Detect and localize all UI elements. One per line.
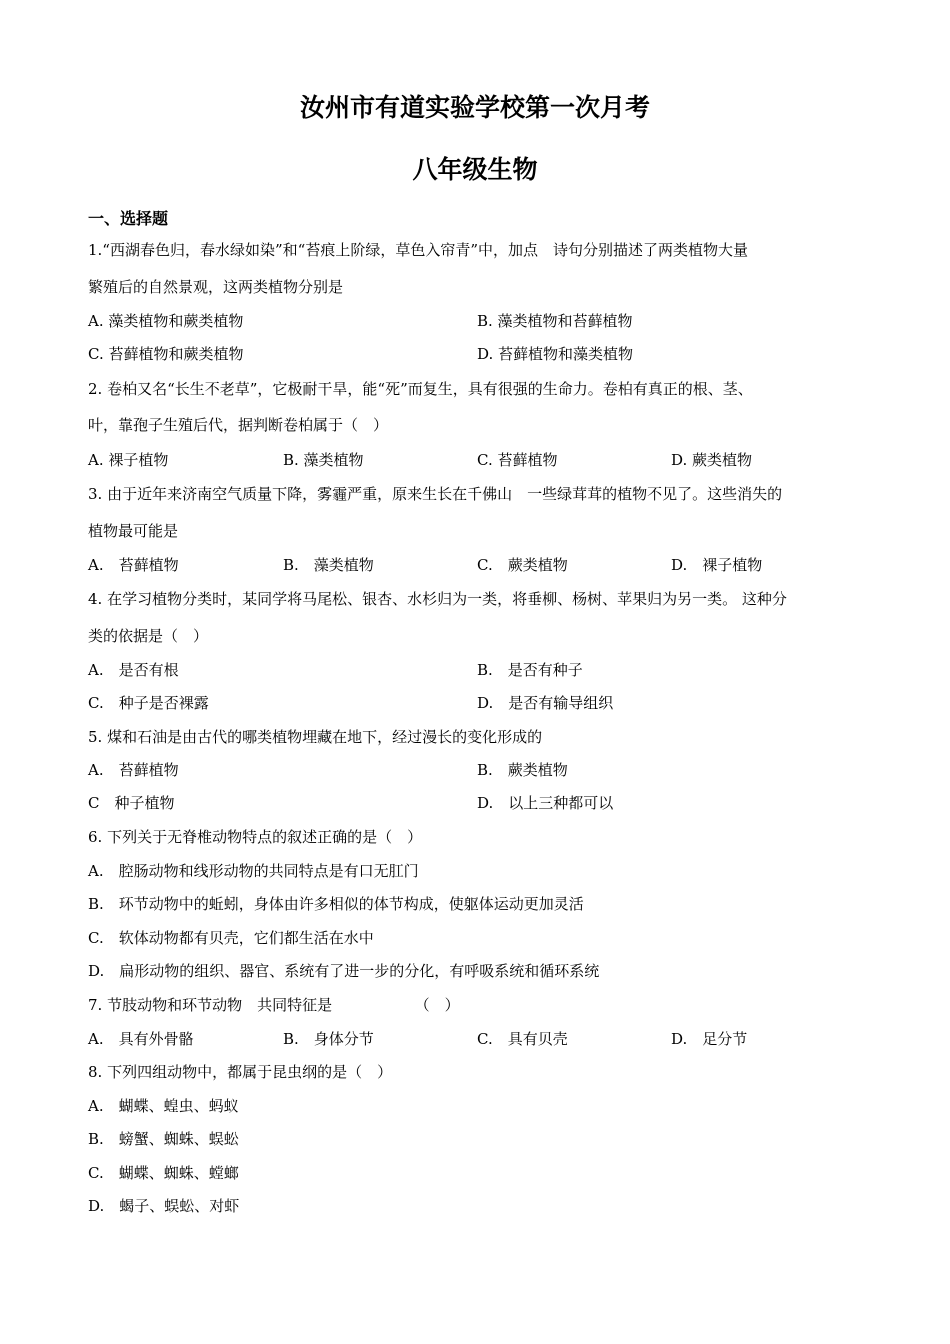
question-4-option-b: B. 是否有种子	[477, 661, 583, 679]
question-5-option-a: A. 苔藓植物	[88, 761, 179, 779]
question-5-option-c: C 种子植物	[88, 794, 175, 812]
question-2-line-2: 叶，靠孢子生殖后代，据判断卷柏属于（ ）	[88, 416, 389, 434]
question-8-option-d: D. 蝎子、蜈蚣、对虾	[88, 1197, 240, 1215]
question-4-line-1: 4. 在学习植物分类时，某同学将马尾松、银杏、水杉归为一类，将垂柳、杨树、苹果归为另一类。 这种分	[88, 590, 787, 608]
question-2-line-1: 2. 卷柏又名“长生不老草”，它极耐干旱，能“死”而复生，具有很强的生命力。卷柏有真正的根、茎、	[88, 380, 753, 398]
question-7-line-1: 7. 节肢动物和环节动物 共同特征是 （ ）	[88, 996, 460, 1014]
question-6-option-d: D. 扁形动物的组织、器官、系统有了进一步的分化，有呼吸系统和循环系统	[88, 962, 600, 980]
question-1-option-c: C. 苔藓植物和蕨类植物	[88, 345, 244, 363]
question-1-option-a: A. 藻类植物和蕨类植物	[88, 312, 244, 330]
question-8-option-b: B. 螃蟹、蜘蛛、蜈蚣	[88, 1130, 239, 1148]
question-6-option-b: B. 环节动物中的蚯蚓，身体由许多相似的体节构成，使躯体运动更加灵活	[88, 895, 584, 913]
question-5-option-b: B. 蕨类植物	[477, 761, 568, 779]
page-subtitle: 八年级生物	[412, 155, 538, 184]
question-3-line-1: 3. 由于近年来济南空气质量下降，雾霾严重，原来生长在千佛山 一些绿茸茸的植物不见了。这些消失的	[88, 485, 783, 503]
question-2-option-c: C. 苔藓植物	[477, 451, 558, 469]
question-6-line-1: 6. 下列关于无脊椎动物特点的叙述正确的是（ ）	[88, 828, 423, 846]
question-3-option-c: C. 蕨类植物	[477, 556, 568, 574]
question-3-option-b: B. 藻类植物	[283, 556, 374, 574]
question-1-option-b: B. 藻类植物和苔藓植物	[477, 312, 633, 330]
question-1-option-d: D. 苔藓植物和藻类植物	[477, 345, 634, 363]
question-1-line-2: 繁殖后的自然景观，这两类植物分别是	[88, 278, 344, 296]
question-8-option-c: C. 蝴蝶、蜘蛛、螳螂	[88, 1164, 239, 1182]
question-3-line-2: 植物最可能是	[88, 522, 179, 540]
question-4-option-d: D. 是否有输导组织	[477, 694, 614, 712]
question-8-option-a: A. 蝴蝶、蝗虫、蚂蚁	[88, 1097, 239, 1115]
question-2-option-b: B. 藻类植物	[283, 451, 364, 469]
question-7-option-d: D. 足分节	[671, 1030, 748, 1048]
question-8-line-1: 8. 下列四组动物中，都属于昆虫纲的是（ ）	[88, 1063, 393, 1081]
question-1-line-1: 1.“西湖春色归，春水绿如染”和“苔痕上阶绿，草色入帘青”中，加点 诗句分别描述了两类植物大量	[88, 241, 748, 259]
section-heading: 一、选择题	[88, 209, 169, 228]
question-5-option-d: D. 以上三种都可以	[477, 794, 614, 812]
question-3-option-a: A. 苔藓植物	[88, 556, 179, 574]
question-7-option-a: A. 具有外骨骼	[88, 1030, 194, 1048]
question-6-option-a: A. 腔肠动物和线形动物的共同特点是有口无肛门	[88, 862, 419, 880]
question-5-line-1: 5. 煤和石油是由古代的哪类植物埋藏在地下，经过漫长的变化形成的	[88, 728, 543, 746]
question-3-option-d: D. 裸子植物	[671, 556, 763, 574]
question-2-option-d: D. 蕨类植物	[671, 451, 753, 469]
question-7-option-c: C. 具有贝壳	[477, 1030, 568, 1048]
question-4-option-a: A. 是否有根	[88, 661, 179, 679]
question-4-line-2: 类的依据是（ ）	[88, 627, 209, 645]
question-4-option-c: C. 种子是否裸露	[88, 694, 209, 712]
question-6-option-c: C. 软体动物都有贝壳，它们都生活在水中	[88, 929, 374, 947]
page-title: 汝州市有道实验学校第一次月考	[299, 93, 650, 122]
question-2-option-a: A. 裸子植物	[88, 451, 169, 469]
question-7-option-b: B. 身体分节	[283, 1030, 374, 1048]
